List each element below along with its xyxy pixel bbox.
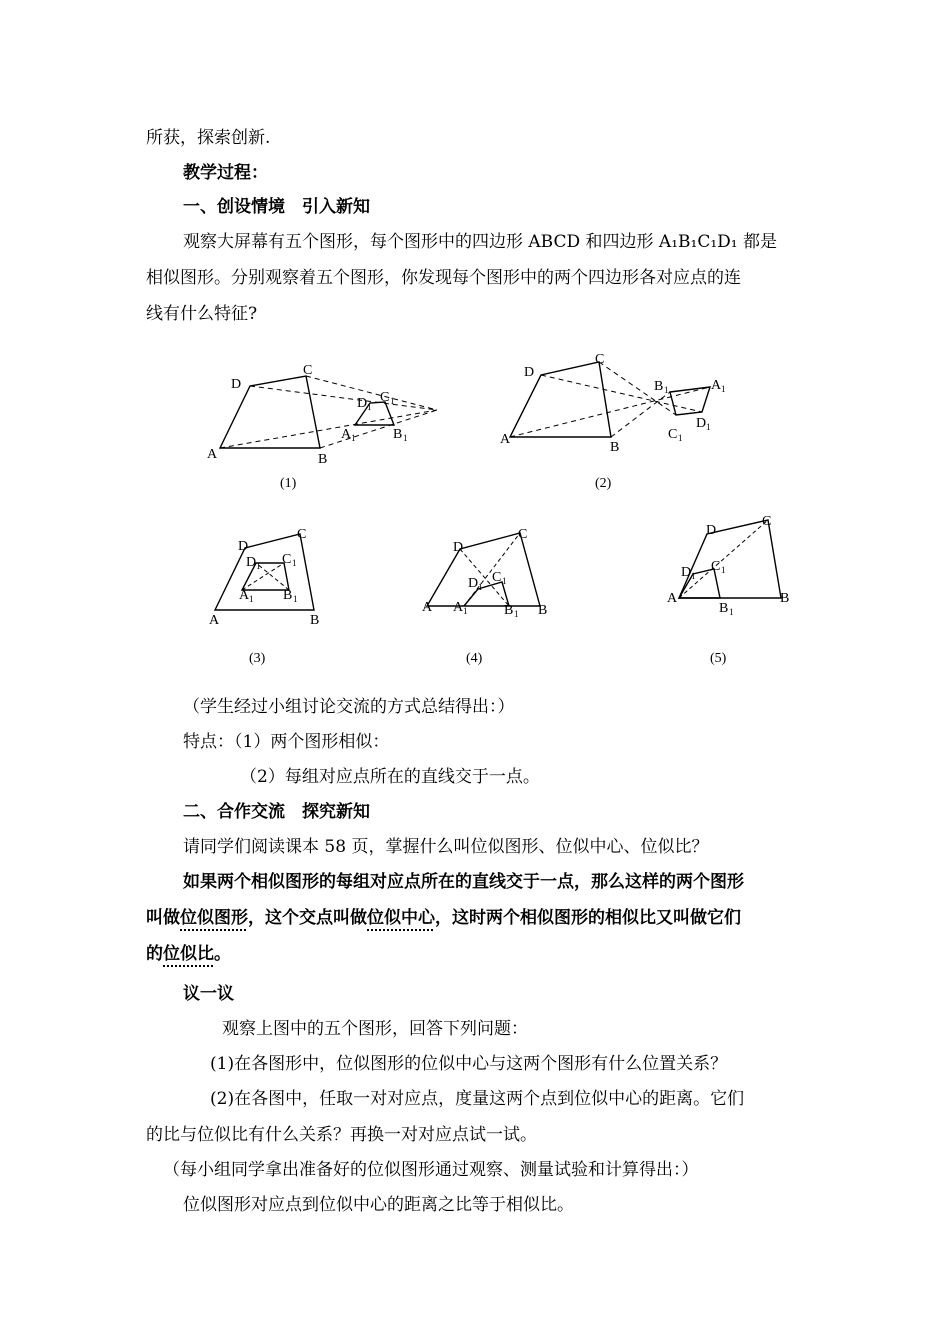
- svg-text:1: 1: [351, 433, 356, 443]
- fig2-label-C: C: [595, 352, 605, 367]
- def-text-b: ，这个交点叫做: [248, 908, 367, 928]
- svg-text:1: 1: [514, 609, 519, 619]
- definition-line-1: 如果两个相似图形的每组对应点所在的直线交于一点，那么这样的两个图形: [183, 872, 744, 892]
- fig1-label-A: A: [207, 447, 218, 462]
- fig5-label-C: C: [762, 514, 772, 529]
- question-2b: 的比与位似比有什么关系？再换一对对应点试一试。: [146, 1125, 537, 1145]
- section-heading-2: 二、合作交流 探究新知: [183, 802, 370, 822]
- fig2-label-D: D: [524, 365, 535, 380]
- definition-line-2: [146, 908, 741, 928]
- svg-text:1: 1: [502, 576, 507, 586]
- fig1-label-B: B: [318, 452, 328, 467]
- fig3-label-B: B: [310, 613, 320, 628]
- conclusion: 位似图形对应点到位似中心的距离之比等于相似比。: [183, 1195, 574, 1215]
- fig4-label-D1: D: [468, 576, 479, 591]
- fig5-label-B1: B: [719, 601, 729, 616]
- question-intro: 观察上图中的五个图形，回答下列问题：: [222, 1019, 528, 1039]
- fig3-label-A: A: [209, 613, 220, 628]
- fig2-label-A1: A: [711, 378, 722, 393]
- svg-text:1: 1: [292, 558, 297, 568]
- svg-text:1: 1: [390, 396, 395, 406]
- fig3-label-C1: C: [282, 552, 292, 567]
- question-1: (1)在各图形中，位似图形的位似中心与这两个图形有什么位置关系？: [210, 1054, 728, 1074]
- fig2-label-D1: D: [696, 416, 707, 431]
- fig1-label-C1: C: [380, 390, 390, 405]
- term-homothetic-figure: 位似图形: [180, 908, 248, 928]
- fig5-label-C1: C: [711, 559, 721, 574]
- fig5-label-B: B: [780, 591, 790, 606]
- fig2-label-A: A: [500, 432, 511, 447]
- term-homothetic-center: 位似中心: [367, 908, 435, 928]
- fig5-label-D1: D: [681, 565, 692, 580]
- fig4-label-B: B: [538, 603, 548, 618]
- fig2-label-B: B: [610, 440, 620, 455]
- def-text-c: ，这时两个相似图形的相似比又叫做它们: [435, 908, 741, 928]
- fig4-label-C: C: [518, 527, 528, 542]
- svg-text:1: 1: [478, 582, 483, 592]
- svg-text:1: 1: [463, 606, 468, 616]
- figure-3: [215, 534, 314, 610]
- def-text-a: 叫做: [146, 908, 180, 928]
- fig4-label-A1: A: [453, 600, 464, 615]
- group-activity-note: （每小组同学拿出准备好的位似图形通过观察、测量试验和计算得出：）: [163, 1160, 699, 1180]
- fig5-label-D: D: [706, 523, 717, 538]
- svg-text:1: 1: [293, 594, 298, 604]
- observe-text-2: 相似图形。分别观察着五个图形，你发现每个图形中的两个四边形各对应点的连: [146, 268, 741, 288]
- fig4-label-B1: B: [504, 603, 514, 618]
- observe-text-1: 观察大屏幕有五个图形，每个图形中的四边形 ABCD 和四边形 A₁B₁C₁D₁ 都是: [183, 232, 778, 252]
- caption-figure-3: (3): [249, 651, 266, 666]
- caption-figure-2: (2): [595, 476, 612, 491]
- fig2-label-B1: B: [654, 379, 664, 394]
- fig5-label-A: A: [667, 591, 678, 606]
- svg-text:1: 1: [706, 422, 711, 432]
- feature-2: （2）每组对应点所在的直线交于一点。: [240, 767, 540, 787]
- svg-text:1: 1: [678, 433, 683, 443]
- figure-5: [679, 520, 781, 598]
- definition-line-3: [146, 944, 231, 964]
- svg-text:1: 1: [664, 385, 669, 395]
- fig3-label-A1: A: [239, 588, 250, 603]
- svg-text:1: 1: [249, 594, 254, 604]
- text-intro-tail: 所获，探索创新.: [146, 128, 271, 148]
- term-homothetic-ratio: 位似比: [163, 944, 214, 964]
- fig2-label-C1: C: [668, 427, 678, 442]
- fig3-label-D1: D: [246, 555, 257, 570]
- fig3-label-B1: B: [283, 588, 293, 603]
- caption-figure-5: (5): [710, 651, 727, 666]
- fig3-label-C: C: [297, 527, 307, 542]
- svg-text:1: 1: [403, 433, 408, 443]
- fig1-label-C: C: [303, 363, 313, 378]
- fig1-label-A1: A: [341, 427, 352, 442]
- svg-text:1: 1: [729, 607, 734, 617]
- observe-text-3: 线有什么特征?: [146, 304, 258, 324]
- figure-2: [510, 362, 710, 437]
- caption-figure-4: (4): [466, 651, 483, 666]
- section-heading-3: 议一议: [183, 984, 234, 1004]
- svg-text:1: 1: [256, 561, 261, 571]
- fig3-label-D: D: [238, 539, 249, 554]
- def-text-e: 。: [214, 944, 231, 964]
- reading-instruction: 请同学们阅读课本 58 页，掌握什么叫位似图形、位似中心、位似比？: [183, 837, 709, 857]
- fig4-label-C1: C: [492, 570, 502, 585]
- fig1-label-D1: D: [357, 396, 368, 411]
- fig1-label-B1: B: [393, 427, 403, 442]
- feature-1: 特点：（1）两个图形相似：: [183, 732, 390, 752]
- section-heading-1: 一、创设情境 引入新知: [183, 197, 370, 217]
- teaching-process-label: 教学过程：: [183, 163, 268, 183]
- svg-text:1: 1: [691, 571, 696, 581]
- svg-text:1: 1: [721, 565, 726, 575]
- def-text-d: 的: [146, 944, 163, 964]
- svg-text:1: 1: [367, 402, 372, 412]
- fig1-label-D: D: [231, 377, 242, 392]
- caption-figure-1: (1): [280, 476, 297, 491]
- fig4-label-D: D: [453, 540, 464, 555]
- figure-4: [427, 533, 540, 606]
- discussion-note: （学生经过小组讨论交流的方式总结得出：）: [183, 697, 515, 717]
- fig4-label-A: A: [422, 600, 433, 615]
- svg-text:1: 1: [721, 384, 726, 394]
- question-2a: (2)在各图中，任取一对对应点，度量这两个点到位似中心的距离。它们: [210, 1089, 745, 1109]
